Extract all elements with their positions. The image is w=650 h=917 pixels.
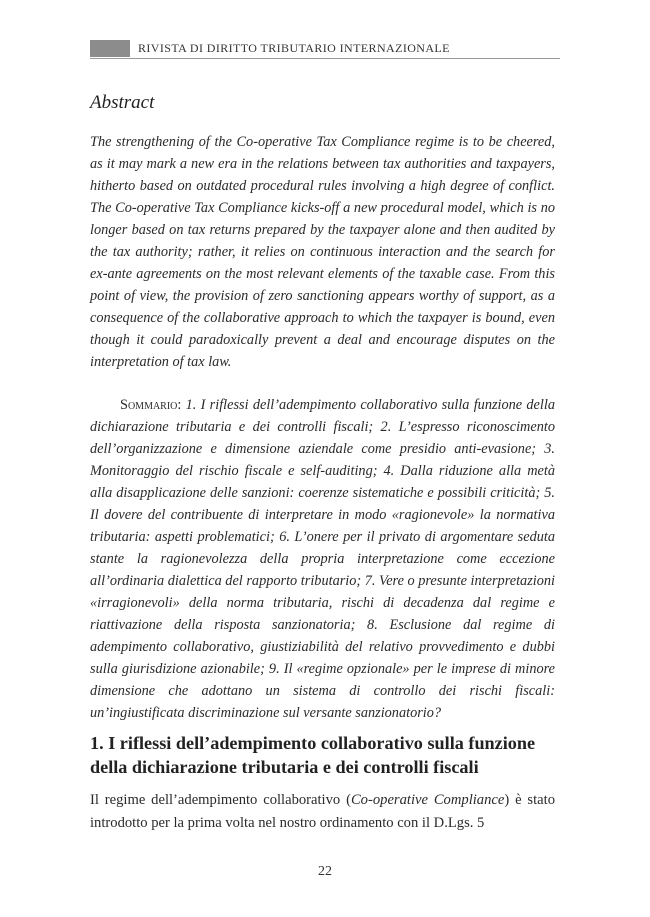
abstract-heading: Abstract (90, 92, 155, 113)
body-text-start: Il regime dell’adempimento collaborativo ( (90, 792, 351, 808)
section-heading: 1. I riflessi dell’adempimento collaborativo sulla funzione della dichiarazione tributaria e dei controlli fiscali (90, 733, 536, 777)
summary-text: 1. I riflessi dell’adempimento collaborativo sulla funzione della dichiarazione tributaria e dei controlli fiscali; 2. L’espresso riconoscimento dell’organizzazione e dimensione aziendale come presidio anti-evasione; 3. Monitoraggio del rischio fiscale e self-auditing; 4. Dalla riduzione alla metà alla disapplicazione delle sanzioni: coerenze sistematiche e possibili criticità; 5. Il dovere del contribuente di interpretare in modo «ragionevole» la normativa tributaria: aspetti problematici; 6. L’onere per il privato di argomentare seduta stante la ragionevolezza della propria interpretazione come eccezione all’ordinaria dialettica del rapporto tributario; 7. Vere o presunte interpretazioni «irragionevoli» della norma tributaria, rischi di decadenza dal regime e riattivazione della risposta sanzionatoria; 8. Esclusione dal regime di adempimento collaborativo, giustiziabilità del relativo provvedimento e dubbi sulla giurisdizione azionabile; 9. Il «regime opzionale» per le imprese di minore dimensione che adottano un sistema di controllo dei rischi fiscali: un’ingiustificata discriminazione sul versante sanzionatorio? (90, 397, 555, 721)
abstract-text: The strengthening of the Co-operative Tax Compliance regime is to be cheered, as it may mark a new era in the relations between tax authorities and taxpayers, hitherto based on outdated procedural rules involving a high degree of conflict. The Co-operative Tax Compliance kicks-off a new procedural model, which is no longer based on tax returns prepared by the taxpayer alone and then audited by the tax authority; rather, it relies on continuous interaction and the search for ex-ante agreements on the most relevant elements of the taxable case. From this point of view, the provision of zero sanctioning appears worthy of support, as a consequence of the collaborative approach to which the taxpayer is bound, even though it could paradoxically prevent a deal and encourage disputes on the interpretation of tax law. (90, 134, 555, 370)
body-text-end: ) è stato introdotto per la prima volta nel nostro ordinamento con il D.Lgs. 5 (90, 792, 555, 831)
page-number: 22 (318, 864, 332, 879)
summary-label: Sommario: (120, 397, 182, 413)
body-text-italic: Co-operative Compliance (350, 792, 505, 808)
summary-block (90, 394, 555, 724)
body-paragraph (90, 789, 555, 835)
running-header (90, 40, 560, 59)
journal-title: RIVISTA DI DIRITTO TRIBUTARIO INTERNAZIONALE (138, 41, 450, 55)
header-gray-block (90, 40, 130, 57)
